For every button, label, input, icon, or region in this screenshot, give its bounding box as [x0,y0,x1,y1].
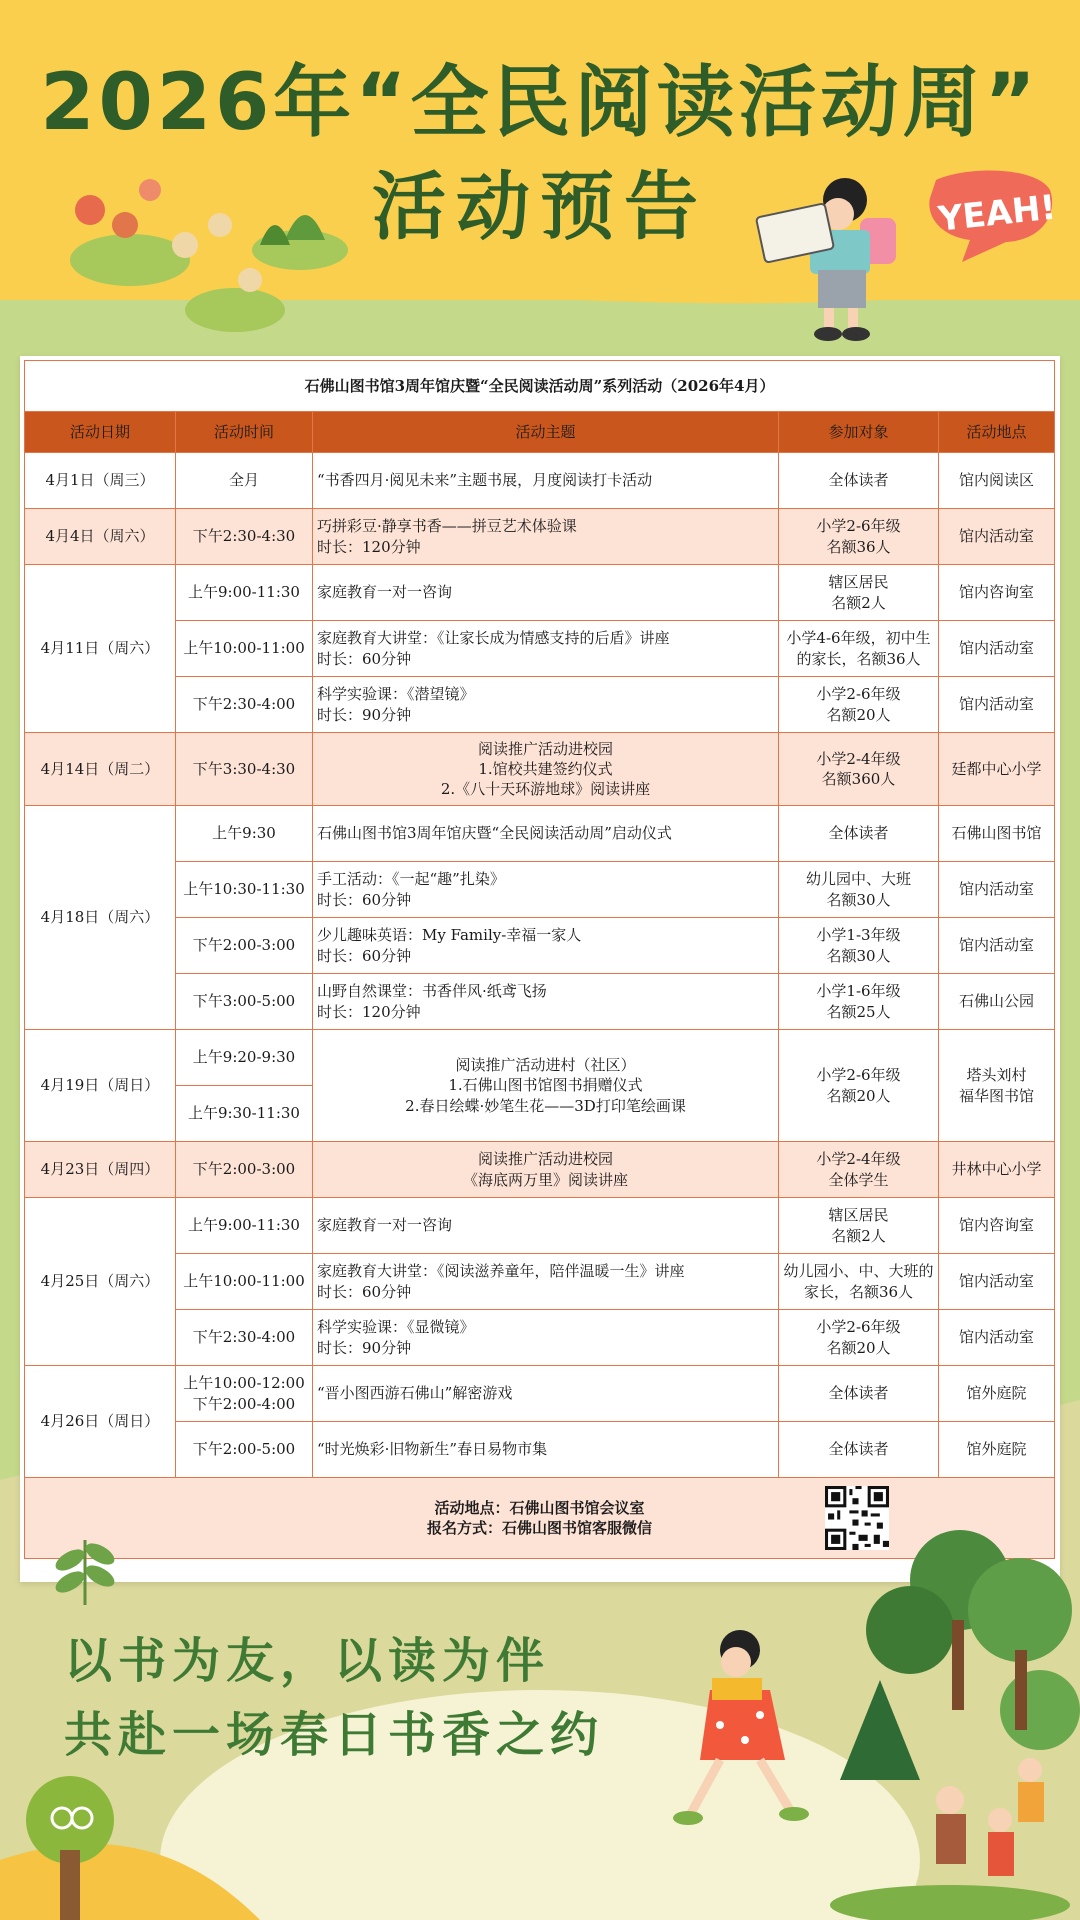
speech-bubble-text: YEAH! [936,187,1058,240]
topic-cell [313,509,779,565]
topic-line: 少儿趣味英语：My Family-幸福一家人 [317,926,582,945]
topic-item-2: 2.春日绘蝶·妙笔生花——3D打印笔绘画课 [405,1096,686,1115]
header-audience: 参加对象 [779,412,939,453]
topic-cell [313,1142,779,1198]
time-cell: 下午2:30-4:00 [176,1310,313,1366]
slogan-line2: 共赴一场春日书香之约 [64,1707,605,1763]
table-row [25,565,1055,621]
time-cell: 上午10:30-11:30 [176,862,313,918]
place-cell: 井林中心小学 [939,1142,1055,1198]
table-row [25,453,1055,509]
table-caption: 石佛山图书馆3周年馆庆暨“全民阅读活动周”系列活动（2026年4月） [25,361,1055,412]
topic-line: 科学实验课：《显微镜》 [317,1318,475,1337]
time-cell: 全月 [176,453,313,509]
topic-line: 山野自然课堂：书香伴风·纸鸢飞扬 [317,982,547,1001]
quota-line: 名额20人 [826,705,891,724]
table-row [25,806,1055,862]
quota-line: 名额2人 [831,593,886,612]
duration-line: 时长：90分钟 [317,705,412,724]
topic-cell: 石佛山图书馆3周年馆庆暨“全民阅读活动周”启动仪式 [313,806,779,862]
header-time: 活动时间 [176,412,313,453]
time-cell: 下午2:30-4:30 [176,509,313,565]
table-row [25,862,1055,918]
topic-line: 科学实验课：《潜望镜》 [317,685,475,704]
audience-cell [779,677,939,733]
audience-line: 小学2-6年级 [816,1318,901,1337]
place-cell: 廷都中心小学 [939,733,1055,806]
duration-line: 时长：60分钟 [317,890,412,909]
audience-cell [779,565,939,621]
time-cell [176,1366,313,1422]
place-cell: 馆内活动室 [939,621,1055,677]
place-cell: 馆内活动室 [939,677,1055,733]
audience-line: 辖区居民 [828,573,889,592]
topic-item-1: 《海底两万里》阅读讲座 [462,1170,628,1189]
date-cell: 4月25日（周六） [25,1198,176,1366]
schedule-table-wrap [24,360,1054,1559]
audience-cell [779,1310,939,1366]
topic-line: 巧拼彩豆·静享书香——拼豆艺术体验课 [317,517,577,536]
place-cell: 石佛山图书馆 [939,806,1055,862]
topic-line: 阅读推广活动进村（社区） [455,1056,636,1075]
quota-line: 全体学生 [828,1170,889,1189]
table-row [25,974,1055,1030]
quota-line: 名额36人 [826,537,891,556]
audience-cell [779,974,939,1030]
header-topic: 活动主题 [313,412,779,453]
quota-line: 的家长，名额36人 [796,649,921,668]
date-cell: 4月18日（周六） [25,806,176,1030]
poster-title-line2: 活动预告 [372,164,708,250]
footer-signup: 报名方式：石佛山图书馆客服微信 [427,1519,653,1537]
header-date: 活动日期 [25,412,176,453]
table-row [25,1422,1055,1478]
date-cell: 4月19日（周日） [25,1030,176,1142]
time-cell: 上午9:00-11:30 [176,1198,313,1254]
table-row [25,1198,1055,1254]
audience-line: 小学2-6年级 [816,517,901,536]
topic-item-2: 2.《八十天环游地球》阅读讲座 [440,780,651,799]
duration-line: 时长：120分钟 [317,1002,421,1021]
date-cell: 4月26日（周日） [25,1366,176,1478]
duration-line: 时长：60分钟 [317,946,412,965]
place-cell: 馆内活动室 [939,509,1055,565]
place-cell: 馆内活动室 [939,1310,1055,1366]
place-cell: 馆内阅读区 [939,453,1055,509]
audience-line: 小学2-4年级 [816,749,901,768]
audience-cell: 全体读者 [779,1422,939,1478]
table-row [25,733,1055,806]
topic-cell: 家庭教育一对一咨询 [313,565,779,621]
quota-line: 名额25人 [826,1002,891,1021]
footer-location: 活动地点：石佛山图书馆会议室 [434,1498,645,1517]
topic-line: 手工活动：《一起“趣”扎染》 [317,870,505,889]
topic-line: 阅读推广活动进校园 [477,1150,613,1169]
audience-line: 小学2-4年级 [816,1150,901,1169]
audience-cell [779,509,939,565]
duration-line: 时长：90分钟 [317,1338,412,1357]
place-cell: 馆内咨询室 [939,1198,1055,1254]
table-row [25,918,1055,974]
time-cell: 上午9:20-9:30 [176,1030,313,1086]
topic-line: 家庭教育大讲堂：《让家长成为情感支持的后盾》讲座 [317,629,670,648]
time-cell: 上午9:30-11:30 [176,1086,313,1142]
place-cell: 馆内活动室 [939,918,1055,974]
duration-line: 时长：120分钟 [317,537,421,556]
table-row [25,621,1055,677]
audience-line: 小学2-6年级 [816,685,901,704]
place-line: 塔头刘村 [966,1066,1027,1085]
topic-item-1: 1.石佛山图书馆图书捐赠仪式 [448,1076,643,1095]
topic-cell [313,1030,779,1142]
topic-cell [313,862,779,918]
topic-cell: “书香四月·阅见未来”主题书展，月度阅读打卡活动 [313,453,779,509]
topic-cell: 家庭教育一对一咨询 [313,1198,779,1254]
quota-line: 家长，名额36人 [803,1282,914,1301]
time-cell: 下午2:00-5:00 [176,1422,313,1478]
time-cell: 下午2:00-3:00 [176,918,313,974]
duration-line: 时长：60分钟 [317,1282,412,1301]
table-row [25,1030,1055,1086]
quota-line: 名额2人 [831,1226,886,1245]
audience-cell: 全体读者 [779,1366,939,1422]
table-row [25,509,1055,565]
audience-cell [779,621,939,677]
quota-line: 名额20人 [826,1338,891,1357]
table-row [25,1254,1055,1310]
leaf-illustration [40,1520,130,1610]
topic-line: 家庭教育大讲堂：《阅读滋养童年，陪伴温暖一生》讲座 [317,1262,685,1281]
topic-cell [313,974,779,1030]
topic-cell [313,621,779,677]
audience-cell [779,733,939,806]
quota-line: 名额30人 [826,946,891,965]
date-cell: 4月4日（周六） [25,509,176,565]
time-cell: 上午9:30 [176,806,313,862]
time-cell: 下午3:30-4:30 [176,733,313,806]
girl-running-illustration [660,1630,830,1830]
audience-cell [779,1030,939,1142]
header-place: 活动地点 [939,412,1055,453]
audience-line: 小学2-6年级 [816,1066,901,1085]
poster-title-line1: 2026年“全民阅读活动周” [40,58,1040,148]
audience-line: 幼儿园中、大班 [805,870,911,889]
audience-cell [779,862,939,918]
date-cell: 4月23日（周四） [25,1142,176,1198]
place-cell: 馆外庭院 [939,1422,1055,1478]
time-cell: 下午2:00-3:00 [176,1142,313,1198]
table-row [25,677,1055,733]
place-cell: 馆内活动室 [939,862,1055,918]
place-cell: 石佛山公园 [939,974,1055,1030]
slogan-line1: 以书为友，以读为伴 [64,1633,551,1689]
topic-cell [313,918,779,974]
audience-cell [779,1254,939,1310]
topic-item-1: 1.馆校共建签约仪式 [478,759,613,778]
topic-cell [313,733,779,806]
date-cell: 4月11日（周六） [25,565,176,733]
topic-cell: “时光焕彩·旧物新生”春日易物市集 [313,1422,779,1478]
audience-cell [779,918,939,974]
table-row [25,1310,1055,1366]
quota-line: 名额360人 [821,770,896,788]
audience-line: 幼儿园小、中、大班的 [783,1262,934,1281]
table-row [25,1142,1055,1198]
place-cell: 馆外庭院 [939,1366,1055,1422]
topic-line: 阅读推广活动进校园 [477,739,613,758]
audience-cell: 全体读者 [779,806,939,862]
place-cell: 馆内活动室 [939,1254,1055,1310]
audience-line: 辖区居民 [828,1206,889,1225]
time-line-2: 下午2:00-4:00 [192,1394,296,1413]
place-cell [939,1030,1055,1142]
topic-cell [313,1310,779,1366]
audience-line: 小学4-6年级，初中生 [786,629,931,648]
duration-line: 时长：60分钟 [317,649,412,668]
audience-line: 小学1-6年级 [816,982,901,1001]
date-cell: 4月14日（周二） [25,733,176,806]
topic-cell: “晋小图西游石佛山”解密游戏 [313,1366,779,1422]
quota-line: 名额30人 [826,890,891,909]
time-cell: 上午9:00-11:30 [176,565,313,621]
time-cell: 下午3:00-5:00 [176,974,313,1030]
schedule-table [24,360,1055,1559]
date-cell: 4月1日（周三） [25,453,176,509]
time-line: 上午10:00-12:00 [183,1374,305,1393]
tree-illustration [10,1770,130,1920]
time-cell: 下午2:30-4:00 [176,677,313,733]
place-cell: 馆内咨询室 [939,565,1055,621]
table-row [25,1366,1055,1422]
time-cell: 上午10:00-11:00 [176,621,313,677]
time-cell: 上午10:00-11:00 [176,1254,313,1310]
forest-hikers-illustration [820,1520,1080,1920]
topic-cell [313,677,779,733]
quota-line: 名额20人 [826,1086,891,1105]
audience-cell [779,1198,939,1254]
topic-cell [313,1254,779,1310]
place-line-2: 福华图书馆 [959,1086,1035,1105]
audience-line: 小学1-3年级 [816,926,901,945]
audience-cell [779,1142,939,1198]
audience-cell: 全体读者 [779,453,939,509]
